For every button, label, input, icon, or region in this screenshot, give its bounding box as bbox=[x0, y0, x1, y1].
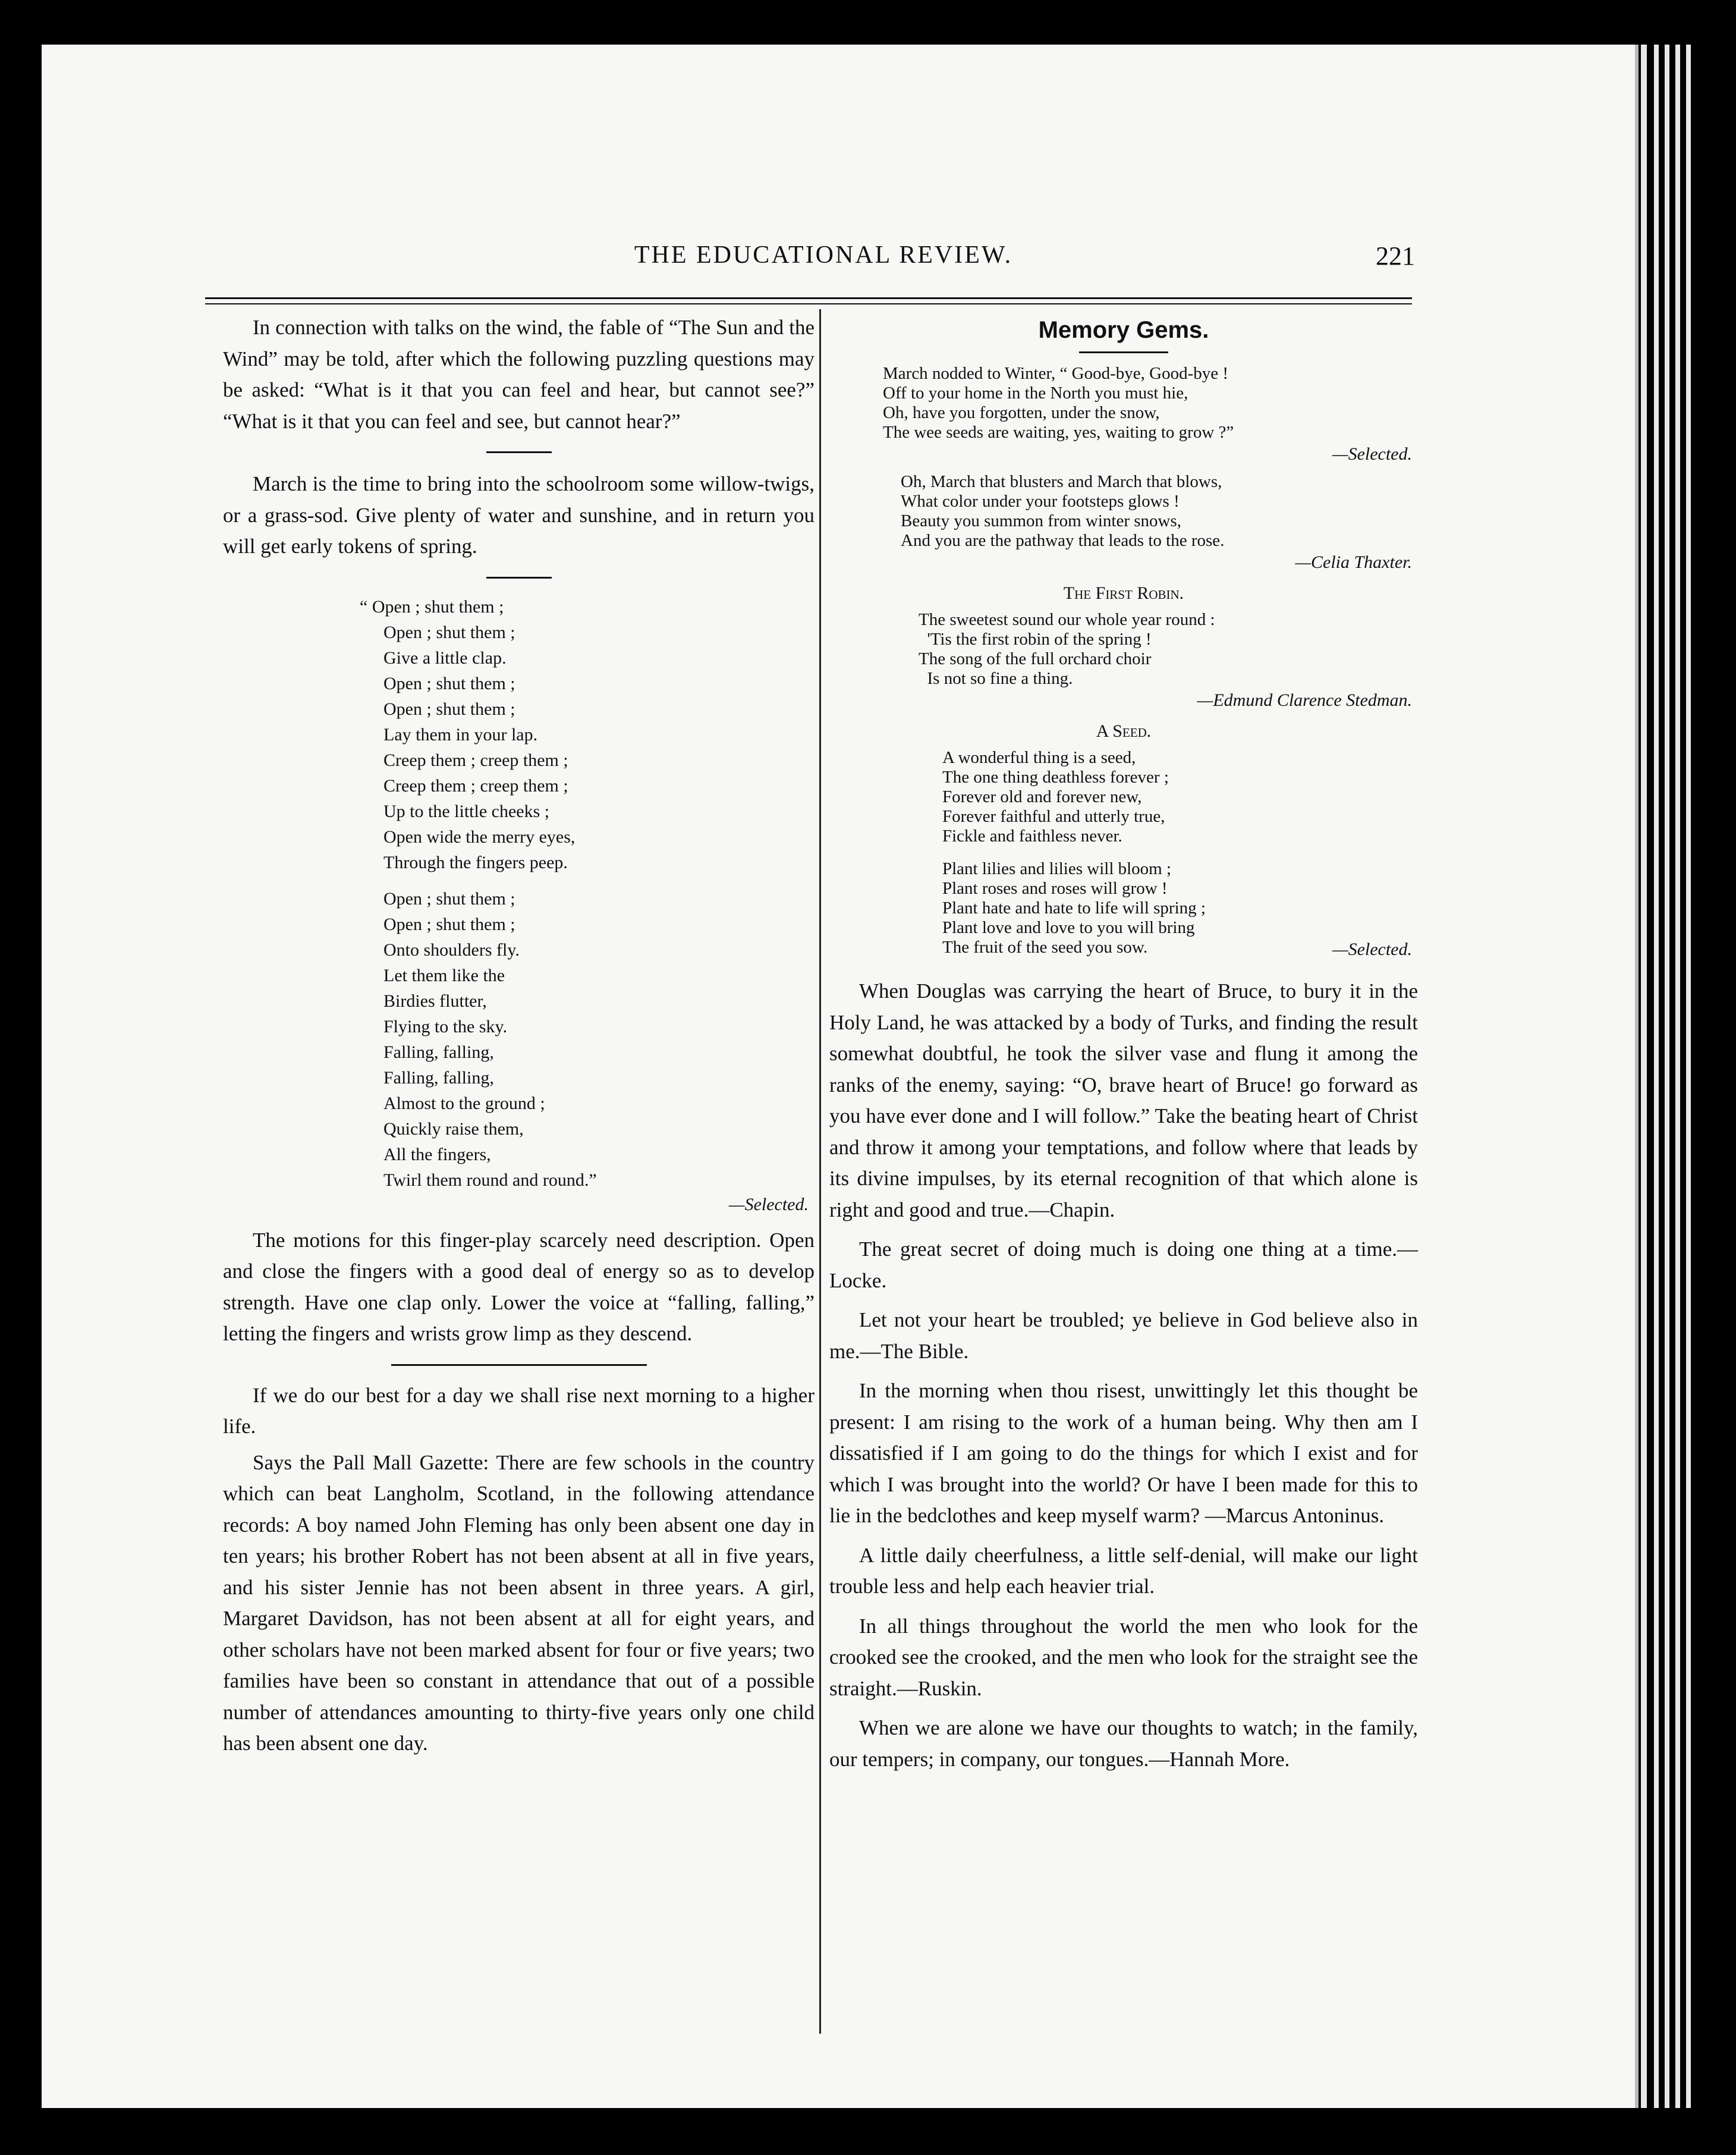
heading-rule bbox=[1079, 351, 1168, 353]
poem-line: Quickly raise them, bbox=[383, 1119, 524, 1139]
journal-title: THE EDUCATIONAL REVIEW. bbox=[634, 241, 1013, 269]
paragraph-best-for-a-day: If we do our best for a day we shall rise next morning to a higher life. bbox=[223, 1383, 814, 1438]
gem-line: 'Tis the first robin of the spring ! bbox=[919, 630, 1152, 649]
poem-line: Let them like the bbox=[383, 965, 505, 985]
gem-march-blusters bbox=[901, 472, 1418, 551]
paragraph-pall-mall-gazette: Says the Pall Mall Gazette: There are few schools in the country which can beat Langholm, Scotland, in the following attendance records: A boy named John Fleming has only been absent one day in ten years; his brother Robert has not been absent at all in five years, and his sister Jennie has not been absent in three years. A girl, Margaret Davidson, has not been absent at all for eight years, and other scholars have not been marked absent for four or five years; two families have been so constant in attendance that out of a possible number of attendances amounting to thirty-five years only one child has been absent one day. bbox=[223, 1450, 814, 1755]
memory-gems-heading: Memory Gems. bbox=[1038, 317, 1209, 343]
header-rule bbox=[205, 297, 1412, 299]
poem-line: Open wide the merry eyes, bbox=[383, 827, 575, 847]
gem-line: Plant roses and roses will grow ! bbox=[942, 879, 1168, 898]
poem-line: Creep them ; creep them ; bbox=[383, 750, 568, 770]
gem-attribution: —Selected. bbox=[1332, 940, 1412, 959]
gem-line: Fickle and faithless never. bbox=[942, 827, 1122, 846]
paragraph-hannah-more: When we are alone we have our thoughts to watch; in the family, our tempers; in company, our tongues.—Hannah More. bbox=[829, 1716, 1418, 1771]
poem-line: Falling, falling, bbox=[383, 1067, 494, 1088]
paragraph-marcus-antoninus: In the morning when thou risest, unwittingly let this thought be present: I am rising to the work of a human being. Why then am I dissatisfied if I am going to do the things for which I exist and for which I was brought into the world? Or have I been made for this to lie in the bedclothes and keep myself warm? —Marcus Antoninus. bbox=[829, 1379, 1418, 1527]
finger-play-poem bbox=[360, 594, 814, 1193]
poem-line: “ Open ; shut them ; bbox=[360, 596, 504, 617]
poem-line: Twirl them round and round.” bbox=[383, 1170, 597, 1190]
gem-line: Forever faithful and utterly true, bbox=[942, 807, 1165, 826]
first-robin-title: The First Robin. bbox=[1063, 583, 1184, 603]
poem-line: Open ; shut them ; bbox=[383, 699, 515, 719]
column-divider bbox=[819, 309, 821, 2034]
poem-line: Up to the little cheeks ; bbox=[383, 801, 550, 821]
section-divider bbox=[486, 577, 552, 579]
gem-line: The fruit of the seed you sow. bbox=[942, 938, 1148, 957]
gem-line: Plant love and love to you will bring bbox=[942, 918, 1195, 937]
gem-attribution: —Celia Thaxter. bbox=[1295, 552, 1412, 572]
page-number: 221 bbox=[1376, 241, 1415, 271]
gem-a-seed bbox=[942, 748, 1418, 957]
gem-line: Plant hate and hate to life will spring ; bbox=[942, 899, 1206, 918]
gem-line: Oh, March that blusters and March that blows, bbox=[901, 472, 1222, 491]
right-column bbox=[829, 312, 1418, 1783]
paragraph-cheerfulness: A little daily cheerfulness, a little self-denial, will make our light trouble less and help each heavier trial. bbox=[829, 1543, 1418, 1598]
gem-line: Forever old and forever new, bbox=[942, 787, 1142, 806]
gem-line: What color under your footsteps glows ! bbox=[901, 492, 1180, 511]
poem-line: Lay them in your lap. bbox=[383, 724, 538, 744]
gem-attribution: —Selected. bbox=[1332, 444, 1412, 464]
poem-line: Give a little clap. bbox=[383, 648, 507, 668]
poem-line: Open ; shut them ; bbox=[383, 622, 515, 642]
page-edge-bars bbox=[1641, 45, 1730, 2108]
poem-line: All the fingers, bbox=[383, 1144, 491, 1164]
gem-line: March nodded to Winter, “ Good-bye, Good-bye ! bbox=[883, 364, 1229, 383]
gem-line: A wonderful thing is a seed, bbox=[942, 748, 1136, 767]
left-column bbox=[223, 312, 814, 1760]
gem-attribution: —Edmund Clarence Stedman. bbox=[1197, 690, 1412, 710]
gem-line: Beauty you summon from winter snows, bbox=[901, 511, 1182, 530]
gem-line: Is not so fine a thing. bbox=[919, 669, 1073, 688]
gem-line: The song of the full orchard choir bbox=[919, 649, 1152, 668]
poem-line: Almost to the ground ; bbox=[383, 1093, 545, 1113]
header-rule-2 bbox=[205, 303, 1412, 304]
gem-line: Oh, have you forgotten, under the snow, bbox=[883, 403, 1160, 422]
gem-line: Plant lilies and lilies will bloom ; bbox=[942, 859, 1172, 878]
poem-line: Through the fingers peep. bbox=[383, 852, 568, 872]
gem-line: The one thing deathless forever ; bbox=[942, 768, 1169, 787]
paragraph-ruskin: In all things throughout the world the men who look for the crooked see the crooked, and the men who look for the straight see the straight.—Ruskin. bbox=[829, 1614, 1418, 1700]
paragraph-wind-fable: In connection with talks on the wind, the fable of “The Sun and the Wind” may be told, after which the following puzzling questions may be asked: “What is it that you can feel and hear, but cannot see?” “What is it that you can feel and see, but cannot hear?” bbox=[223, 316, 814, 433]
gem-line: And you are the pathway that leads to the rose. bbox=[901, 531, 1225, 550]
paragraph-march-schoolroom: March is the time to bring into the schoolroom some willow-twigs, or a grass-sod. Give plenty of water and sunshine, and in return you will get early tokens of spring. bbox=[223, 472, 814, 558]
gem-line: Off to your home in the North you must hie, bbox=[883, 384, 1188, 403]
poem-line: Creep them ; creep them ; bbox=[383, 775, 568, 796]
gem-line: The sweetest sound our whole year round : bbox=[919, 610, 1215, 629]
paragraph-douglas-bruce: When Douglas was carrying the heart of Bruce, to bury it in the Holy Land, he was attacked by a body of Turks, and finding the result somewhat doubtful, he took the silver vase and flung it among the ranks of the enemy, saying: “O, brave heart of Bruce! go forward as you have ever done and I will follow.” Take the beating heart of Christ and throw it among your temptations, and follow where that leads by its divine impulses, by its eternal recognition of that which alone is right and good and true.—Chapin. bbox=[829, 979, 1418, 1221]
gem-line: The wee seeds are waiting, yes, waiting to grow ?” bbox=[883, 423, 1234, 442]
section-divider bbox=[391, 1364, 647, 1366]
gem-first-robin bbox=[919, 610, 1418, 689]
gem-march-winter bbox=[883, 364, 1418, 442]
poem-line: Onto shoulders fly. bbox=[383, 940, 520, 960]
a-seed-title: A Seed. bbox=[1096, 721, 1152, 741]
poem-attribution: —Selected. bbox=[728, 1194, 809, 1214]
paragraph-bible: Let not your heart be troubled; ye believe in God believe also in me.—The Bible. bbox=[829, 1308, 1418, 1363]
poem-line: Open ; shut them ; bbox=[383, 914, 515, 934]
section-divider bbox=[486, 451, 552, 453]
paragraph-finger-play-motions: The motions for this finger-play scarcely need description. Open and close the fingers with a good deal of energy so as to develop strength. Have one clap only. Lower the voice at “falling, falling,” letting the fingers and wrists grow limp as they descend. bbox=[223, 1228, 814, 1345]
poem-line: Birdies flutter, bbox=[383, 991, 487, 1011]
poem-line: Open ; shut them ; bbox=[383, 888, 515, 909]
running-header bbox=[232, 241, 1415, 282]
poem-line: Flying to the sky. bbox=[383, 1016, 508, 1036]
paragraph-locke: The great secret of doing much is doing one thing at a time.—Locke. bbox=[829, 1237, 1418, 1292]
poem-line: Falling, falling, bbox=[383, 1042, 494, 1062]
poem-line: Open ; shut them ; bbox=[383, 673, 515, 693]
